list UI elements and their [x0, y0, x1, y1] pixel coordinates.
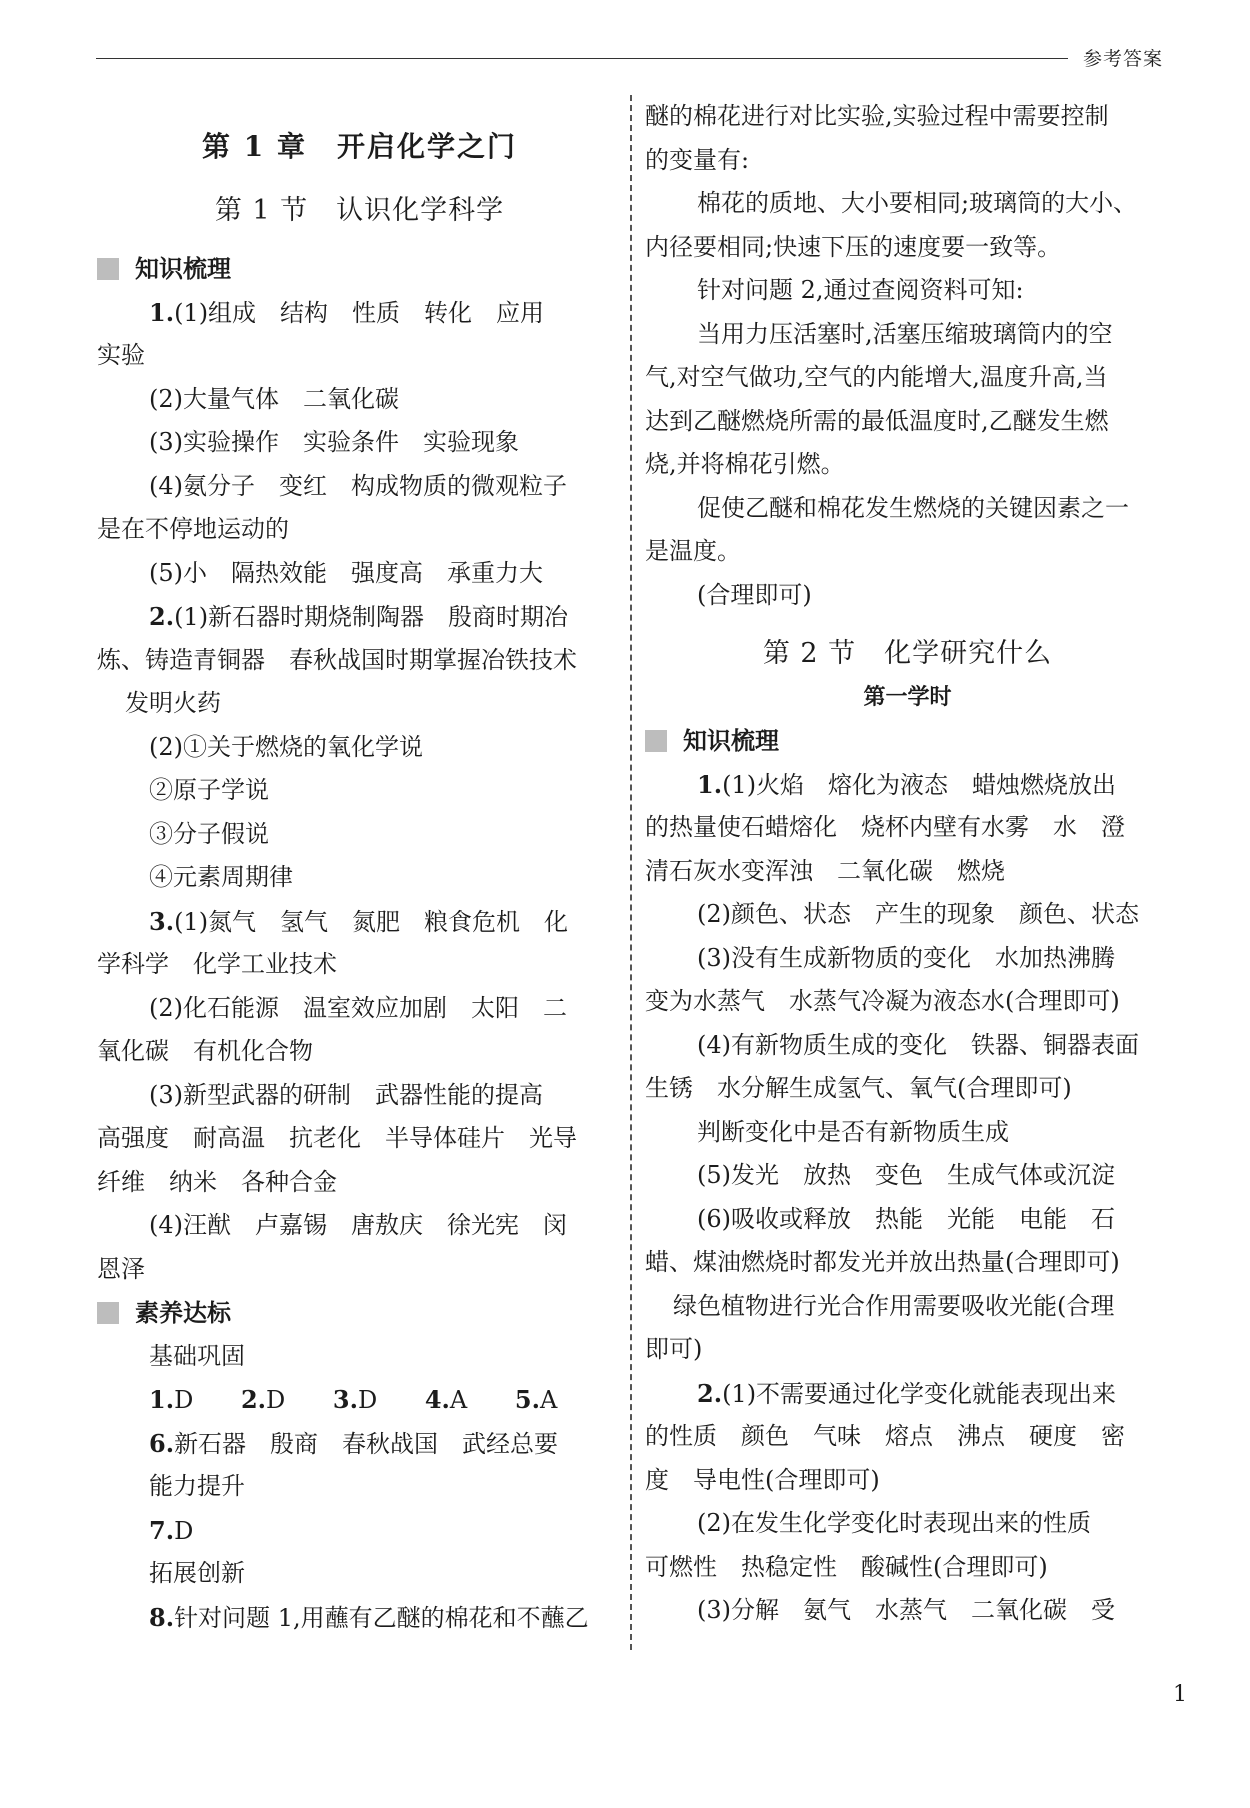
- answer-line: 的性质 颜色 气味 熔点 沸点 硬度 密: [645, 1422, 1125, 1450]
- answer-line: 生锈 水分解生成氢气、氧气(合理即可): [645, 1074, 1072, 1102]
- answer-line: (2)化石能源 温室效应加剧 太阳 二: [149, 993, 567, 1022]
- answer-line: 度 导电性(合理即可): [645, 1465, 880, 1494]
- answer-line: (2)在发生化学变化时表现出来的性质: [697, 1509, 1091, 1537]
- answer-line: 学科学 化学工业技术: [97, 950, 337, 978]
- answer-line: 棉花的质地、大小要相同;玻璃筒的大小、: [697, 189, 1138, 217]
- section-heading: 知识梳理: [97, 247, 622, 291]
- answer-line: 实验: [97, 341, 145, 369]
- header-label: 参考答案: [1083, 48, 1164, 70]
- answer-line: 1.(1)火焰 熔化为液态 蜡烛燃烧放出: [697, 769, 1117, 799]
- answer-line: ④元素周期律: [149, 863, 293, 891]
- answer-line: (5)小 隔热效能 强度高 承重力大: [149, 558, 543, 587]
- answer-line: 氧化碳 有机化合物: [97, 1037, 313, 1065]
- answer-line: (3)没有生成新物质的变化 水加热沸腾: [697, 943, 1115, 972]
- answer-line: 炼、铸造青铜器 春秋战国时期掌握冶铁技术: [97, 645, 577, 674]
- answer-line: (2)①关于燃烧的氧化学说: [149, 732, 423, 761]
- answer-line: 是在不停地运动的: [97, 515, 289, 543]
- answer-line: 是温度。: [645, 537, 741, 565]
- answer-line: (4)汪猷 卢嘉锡 唐敖庆 徐光宪 闵: [149, 1211, 567, 1239]
- section-title: 第 2 节 化学研究什么: [762, 638, 1053, 669]
- answer-line: 6.新石器 殷商 春秋战国 武经总要: [149, 1428, 559, 1458]
- answer-line: 达到乙醚燃烧所需的最低温度时,乙醚发生燃: [645, 406, 1109, 435]
- answer-line: (2)大量气体 二氧化碳: [149, 384, 399, 413]
- answer-line: 气,对空气做功,空气的内能增大,温度升高,当: [645, 363, 1108, 391]
- answer-line: (2)颜色、状态 产生的现象 颜色、状态: [697, 900, 1139, 928]
- answer-line: 蜡、煤油燃烧时都发光并放出热量(合理即可): [645, 1248, 1120, 1276]
- section-title: 第 1 节 认识化学科学: [214, 194, 505, 226]
- square-bullet-icon: [645, 730, 667, 752]
- answer-line: ③分子假说: [149, 819, 269, 848]
- answer-line: 促使乙醚和棉花发生燃烧的关键因素之一: [697, 493, 1129, 522]
- answer-line: 高强度 耐高温 抗老化 半导体硅片 光导: [97, 1124, 577, 1152]
- left-column: [97, 95, 622, 1639]
- answer-line: 发明火药: [125, 689, 221, 717]
- answer-line: 的热量使石蜡熔化 烧杯内壁有水雾 水 澄: [645, 813, 1125, 841]
- answer-line: (4)有新物质生成的变化 铁器、铜器表面: [697, 1030, 1139, 1059]
- answer-line: 当用力压活塞时,活塞压缩玻璃筒内的空: [697, 319, 1113, 348]
- answer-line: 7.D: [149, 1515, 194, 1545]
- answer-line: ②原子学说: [149, 776, 269, 804]
- answer-line: 绿色植物进行光合作用需要吸收光能(合理: [673, 1291, 1115, 1320]
- answer-line: 3.(1)氮气 氢气 氮肥 粮食危机 化: [149, 906, 569, 936]
- subheading: 能力提升: [149, 1472, 245, 1500]
- chapter-title: 第 1 章 开启化学之门: [202, 130, 517, 163]
- section-heading: 知识梳理: [645, 719, 1170, 763]
- column-divider: [630, 95, 632, 1650]
- answer-line: 2.(1)新石器时期烧制陶器 殷商时期冶: [149, 602, 569, 631]
- answer-line: 醚的棉花进行对比实验,实验过程中需要控制: [645, 102, 1109, 130]
- answer-line: (5)发光 放热 变色 生成气体或沉淀: [697, 1161, 1115, 1189]
- answer-line: (6)吸收或释放 热能 光能 电能 石: [697, 1204, 1115, 1233]
- answer-line: 内径要相同;快速下压的速度要一致等。: [645, 232, 1062, 261]
- subheading: 拓展创新: [149, 1559, 245, 1587]
- right-column: [645, 95, 1170, 1633]
- square-bullet-icon: [97, 1302, 119, 1324]
- answer-line: 即可): [645, 1335, 703, 1363]
- subheading: 基础巩固: [149, 1341, 245, 1370]
- answer-line: 针对问题 2,通过查阅资料可知:: [697, 276, 1024, 304]
- answer-line: 清石灰水变浑浊 二氧化碳 燃烧: [645, 856, 1005, 885]
- square-bullet-icon: [97, 258, 119, 280]
- answer-line: 的变量有:: [645, 145, 750, 174]
- answer-line: (3)新型武器的研制 武器性能的提高: [149, 1080, 543, 1109]
- answer-line: (3)分解 氨气 水蒸气 二氧化碳 受: [697, 1596, 1115, 1624]
- answer-line: 2.(1)不需要通过化学变化就能表现出来: [697, 1378, 1117, 1408]
- answer-line: 变为水蒸气 水蒸气冷凝为液态水(合理即可): [645, 987, 1120, 1015]
- answer-line: 纤维 纳米 各种合金: [97, 1167, 337, 1196]
- answer-line: (合理即可): [697, 580, 812, 609]
- answer-line: 8.针对问题 1,用蘸有乙醚的棉花和不蘸乙: [149, 1602, 589, 1632]
- answer-line: (3)实验操作 实验条件 实验现象: [149, 428, 519, 456]
- mc-answers: 1.D 2.D 3.D 4.A 5.A: [149, 1385, 558, 1414]
- answer-line: (4)氨分子 变红 构成物质的微观粒子: [149, 471, 567, 500]
- answer-line: 1.(1)组成 结构 性质 转化 应用: [149, 297, 545, 327]
- header-rule: [96, 58, 1068, 59]
- lesson-title: 第一学时: [863, 683, 952, 710]
- answer-line: 烧,并将棉花引燃。: [645, 450, 845, 478]
- page-number: 1: [1173, 1682, 1187, 1707]
- section-heading: 素养达标: [97, 1291, 622, 1335]
- answer-line: 恩泽: [97, 1254, 145, 1283]
- answer-line: 判断变化中是否有新物质生成: [697, 1117, 1009, 1146]
- answer-line: 可燃性 热稳定性 酸碱性(合理即可): [645, 1552, 1048, 1581]
